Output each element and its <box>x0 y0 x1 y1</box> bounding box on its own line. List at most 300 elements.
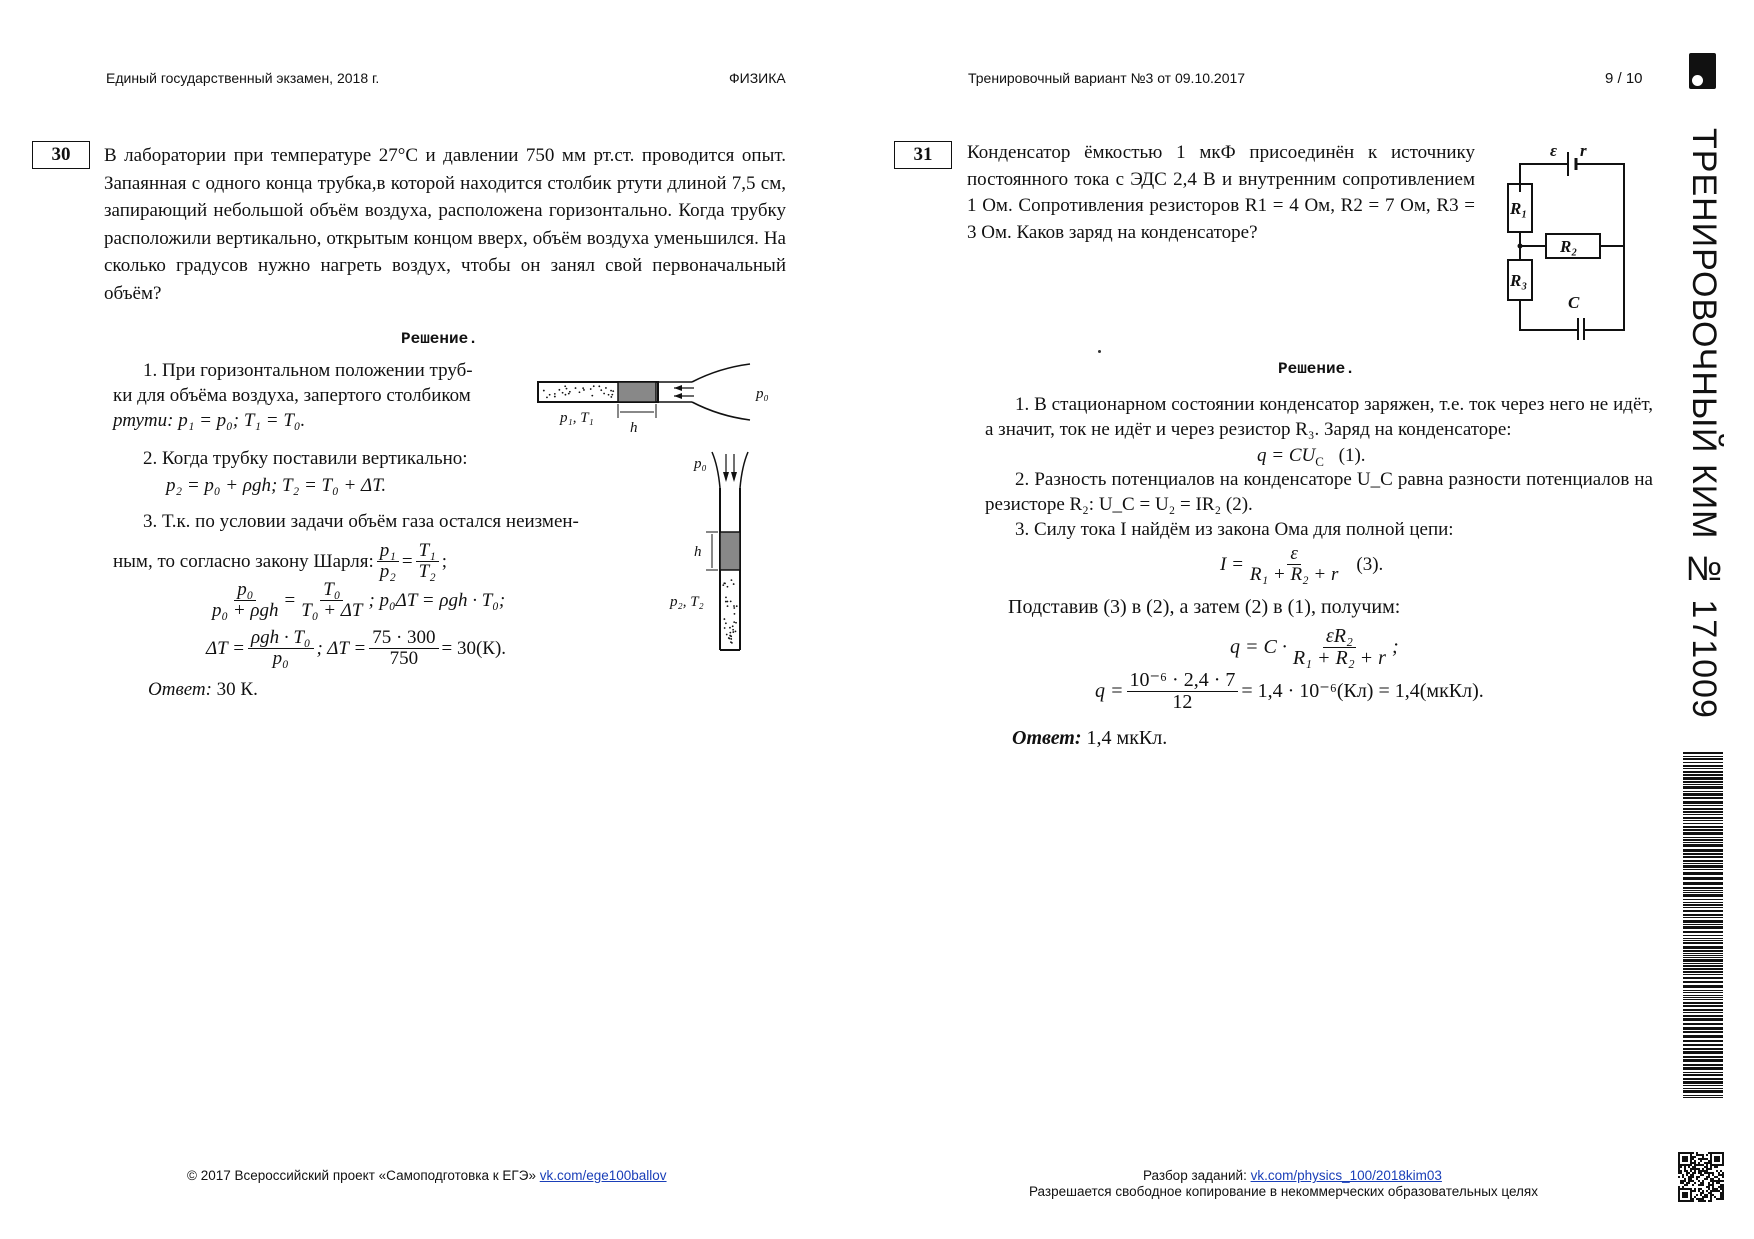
qr-module <box>1682 1194 1684 1196</box>
eq4-lhs: q = C · <box>1230 636 1287 658</box>
air-dot <box>543 390 545 392</box>
barcode-bar <box>1683 946 1723 949</box>
qr-module <box>1716 1152 1718 1154</box>
qr-module <box>1686 1172 1688 1174</box>
qr-module <box>1680 1164 1682 1166</box>
qr-module <box>1708 1192 1710 1194</box>
qr-module <box>1722 1198 1724 1200</box>
frac-pressure-den: p₀ + ρgh <box>212 599 279 621</box>
qr-module <box>1690 1168 1692 1170</box>
barcode-bar <box>1683 768 1723 769</box>
air-dot <box>732 625 734 627</box>
qr-module <box>1700 1192 1702 1194</box>
eq1-body: q = CU <box>1257 445 1316 466</box>
qr-module <box>1720 1174 1722 1176</box>
qr-module <box>1678 1152 1680 1154</box>
qr-module <box>1712 1178 1714 1180</box>
qr-module <box>1678 1190 1680 1192</box>
qr-module <box>1690 1156 1692 1158</box>
barcode-bar <box>1683 811 1723 813</box>
eq4-den: R₁ + R₂ + r <box>1292 647 1386 669</box>
barcode-bar <box>1683 977 1723 979</box>
qr-module <box>1690 1188 1692 1190</box>
qr-module <box>1700 1172 1702 1174</box>
qr-module <box>1690 1180 1692 1182</box>
qr-module <box>1678 1162 1680 1164</box>
qr-module <box>1718 1190 1720 1192</box>
qr-module <box>1678 1200 1680 1202</box>
qr-module <box>1700 1200 1702 1202</box>
eq3-den: R₁ + R₂ + r <box>1249 563 1339 585</box>
qr-module <box>1688 1164 1690 1166</box>
qr-module <box>1694 1160 1696 1162</box>
qr-module <box>1702 1154 1704 1156</box>
qr-module <box>1716 1188 1718 1190</box>
air-dot <box>610 396 612 398</box>
barcode-bar <box>1683 820 1723 821</box>
qr-module <box>1690 1200 1692 1202</box>
qr-module <box>1678 1156 1680 1158</box>
qr-module <box>1686 1170 1688 1172</box>
qr-module <box>1682 1176 1684 1178</box>
barcode-bar <box>1683 1031 1723 1033</box>
qr-module <box>1714 1158 1716 1160</box>
qr-module <box>1692 1168 1694 1170</box>
qr-module <box>1720 1198 1722 1200</box>
qr-module <box>1722 1158 1724 1160</box>
qr-module <box>1710 1194 1712 1196</box>
figure-circuit <box>1500 140 1632 340</box>
air-dot <box>558 389 560 391</box>
air-dot <box>562 392 564 394</box>
qr-module <box>1686 1182 1688 1184</box>
footer-analysis <box>1143 1168 1442 1183</box>
qr-module <box>1688 1172 1690 1174</box>
qr-module <box>1718 1182 1720 1184</box>
qr-module <box>1690 1154 1692 1156</box>
qr-module <box>1694 1164 1696 1166</box>
barcode-bar <box>1683 826 1723 828</box>
air-dot <box>593 385 595 387</box>
air-dot <box>579 391 581 393</box>
eq4-num: εR₂ <box>1323 626 1356 648</box>
qr-module <box>1712 1194 1714 1196</box>
qr-module <box>1710 1156 1712 1158</box>
qr-module <box>1688 1178 1690 1180</box>
air-dot <box>549 394 551 396</box>
footer-link-ege100ballov[interactable]: vk.com/ege100ballov <box>539 1168 667 1183</box>
qr-module <box>1678 1188 1680 1190</box>
task-31-eq3 <box>1220 544 1383 585</box>
delta-t-mid: ; ΔT = <box>316 637 367 659</box>
circuit-r1-label: R₁ <box>1510 199 1528 218</box>
barcode-bar <box>1683 1051 1723 1054</box>
air-dot <box>725 596 727 598</box>
qr-module <box>1718 1164 1720 1166</box>
qr-module <box>1678 1176 1680 1178</box>
qr-module <box>1720 1184 1722 1186</box>
circuit-r-label: r <box>1580 141 1587 160</box>
qr-module <box>1686 1152 1688 1154</box>
qr-module <box>1720 1180 1722 1182</box>
frac-temperature-num: T₀ <box>320 580 343 601</box>
barcode-bar <box>1683 957 1723 958</box>
air-dot <box>568 393 570 395</box>
qr-module <box>1714 1190 1716 1192</box>
qr-module <box>1702 1198 1704 1200</box>
qr-module <box>1716 1190 1718 1192</box>
barcode-bar <box>1683 997 1723 998</box>
eq3-fraction <box>1247 544 1341 585</box>
qr-module <box>1682 1152 1684 1154</box>
qr-module <box>1682 1174 1684 1176</box>
eq5-den: 12 <box>1172 691 1193 713</box>
qr-module <box>1722 1184 1724 1186</box>
qr-module <box>1712 1190 1714 1192</box>
barcode-bar <box>1683 1035 1723 1038</box>
barcode-bar <box>1683 832 1723 835</box>
answer-label: Ответ: <box>148 679 212 700</box>
delta-t-result: = 30(К). <box>441 637 507 659</box>
task-30-solution-title: Решение. <box>401 330 478 348</box>
task-30-step3-line1: 3. Т.к. по условии задачи объём газа остался неизмен- <box>143 511 579 532</box>
qr-module <box>1702 1190 1704 1192</box>
qr-module <box>1704 1166 1706 1168</box>
barcode-bar <box>1683 777 1723 780</box>
barcode-bar <box>1683 869 1723 870</box>
barcode-bar <box>1683 1081 1723 1084</box>
barcode-bar <box>1683 849 1723 852</box>
qr-module <box>1702 1180 1704 1182</box>
frac-t1: T₁ <box>416 541 439 562</box>
barcode-bar <box>1683 817 1723 819</box>
barcode-bar <box>1683 1002 1723 1004</box>
footer-copy-permission: Разрешается свободное копирование в некоммерческих образовательных целях <box>1029 1184 1538 1199</box>
qr-module <box>1706 1158 1708 1160</box>
qr-module <box>1708 1182 1710 1184</box>
qr-module <box>1698 1176 1700 1178</box>
qr-module <box>1708 1152 1710 1154</box>
qr-module <box>1714 1176 1716 1178</box>
barcode-bar <box>1683 959 1723 962</box>
task-30-step1-line3: ртути: p₁ = p₀; T₁ = T₀. <box>113 410 306 431</box>
qr-module <box>1684 1178 1686 1180</box>
barcode-bar <box>1683 872 1723 875</box>
qr-module <box>1682 1158 1684 1160</box>
barcode-bar <box>1683 791 1723 792</box>
barcode-bar <box>1683 853 1723 855</box>
qr-module <box>1708 1184 1710 1186</box>
qr-module <box>1690 1190 1692 1192</box>
qr-module <box>1720 1188 1722 1190</box>
qr-module <box>1720 1196 1722 1198</box>
air-dot <box>733 583 735 585</box>
qr-module <box>1718 1160 1720 1162</box>
frac-numeric-den: 750 <box>389 647 419 669</box>
qr-module <box>1710 1164 1712 1166</box>
qr-module <box>1710 1168 1712 1170</box>
qr-module <box>1706 1162 1708 1164</box>
qr-module <box>1684 1160 1686 1162</box>
air-dot <box>730 600 732 602</box>
qr-module <box>1708 1162 1710 1164</box>
qr-module <box>1690 1192 1692 1194</box>
barcode-bar <box>1683 940 1723 941</box>
barcode-bar <box>1683 990 1723 991</box>
qr-module <box>1690 1162 1692 1164</box>
qr-module <box>1692 1172 1694 1174</box>
barcode-bar <box>1683 926 1723 929</box>
qr-module <box>1678 1198 1680 1200</box>
charles-law-text: ным, то согласно закону Шарля: <box>113 550 374 572</box>
qr-module <box>1684 1180 1686 1182</box>
qr-module <box>1686 1194 1688 1196</box>
qr-module <box>1706 1172 1708 1174</box>
qr-module <box>1682 1196 1684 1198</box>
qr-module <box>1720 1194 1722 1196</box>
eq4-fraction <box>1290 626 1389 669</box>
qr-module <box>1698 1158 1700 1160</box>
qr-module <box>1702 1170 1704 1172</box>
air-dot <box>729 627 731 629</box>
qr-module <box>1692 1180 1694 1182</box>
qr-module <box>1692 1198 1694 1200</box>
qr-module <box>1716 1158 1718 1160</box>
qr-module <box>1690 1196 1692 1198</box>
barcode-bar <box>1683 953 1723 954</box>
barcode-bar <box>1683 1040 1723 1042</box>
qr-module <box>1690 1158 1692 1160</box>
qr-module <box>1704 1170 1706 1172</box>
qr-module <box>1722 1164 1724 1166</box>
qr-module <box>1700 1174 1702 1176</box>
figure-vertical-tube <box>668 448 768 658</box>
task-30-step2-formula: p₂ = p₀ + ρgh; T₂ = T₀ + ΔT. <box>166 475 387 496</box>
barcode-bar <box>1683 808 1723 810</box>
qr-module <box>1720 1186 1722 1188</box>
qr-module <box>1690 1194 1692 1196</box>
qr-module <box>1722 1160 1724 1162</box>
qr-module <box>1690 1174 1692 1176</box>
qr-module <box>1686 1174 1688 1176</box>
task-31-step1: 1. В стационарном состоянии конденсатор заряжен, т.е. ток через него не идёт, а значит, ток не идёт и через резистор R₃. Заряд на конденсаторе: <box>985 394 1653 440</box>
qr-module <box>1682 1160 1684 1162</box>
qr-module <box>1700 1170 1702 1172</box>
equation-2-tail: ; p₀ΔT = ρgh · T₀; <box>368 589 506 611</box>
air-dot <box>730 635 732 637</box>
barcode-bar <box>1683 963 1723 964</box>
qr-module <box>1714 1164 1716 1166</box>
qr-module <box>1684 1170 1686 1172</box>
qr-module <box>1700 1184 1702 1186</box>
qr-module <box>1680 1152 1682 1154</box>
qr-module <box>1700 1158 1702 1160</box>
barcode-bar <box>1683 797 1723 799</box>
qr-module <box>1722 1196 1724 1198</box>
footer-copyright <box>187 1168 667 1183</box>
qr-module <box>1688 1200 1690 1202</box>
barcode-bar <box>1683 823 1723 824</box>
qr-module <box>1682 1186 1684 1188</box>
qr-module <box>1678 1192 1680 1194</box>
qr-module <box>1716 1176 1718 1178</box>
qr-module <box>1708 1200 1710 1202</box>
qr-module <box>1716 1180 1718 1182</box>
qr-module <box>1722 1176 1724 1178</box>
air-dot <box>566 388 568 390</box>
footer-copyright-text: © 2017 Всероссийский проект «Самоподготовка к ЕГЭ» <box>187 1168 540 1183</box>
qr-module <box>1722 1186 1724 1188</box>
qr-module <box>1694 1172 1696 1174</box>
task-31-eq5 <box>1095 670 1484 713</box>
qr-module <box>1722 1162 1724 1164</box>
qr-module <box>1712 1188 1714 1190</box>
qr-module <box>1702 1196 1704 1198</box>
frac-numeric-num: 75 · 300 <box>369 628 438 649</box>
air-dot <box>600 389 602 391</box>
qr-module <box>1692 1190 1694 1192</box>
qr-module <box>1718 1156 1720 1158</box>
barcode-bar <box>1683 781 1723 783</box>
frac-numeric <box>369 628 438 669</box>
qr-module <box>1694 1156 1696 1158</box>
circuit-emf-label: ε <box>1550 141 1557 160</box>
qr-module <box>1680 1170 1682 1172</box>
task-31-substitution: Подставив (3) в (2), а затем (2) в (1), получим: <box>1008 596 1401 618</box>
barcode-bar <box>1683 938 1723 939</box>
qr-module <box>1696 1168 1698 1170</box>
air-dot <box>730 641 732 643</box>
air-dot <box>733 621 735 623</box>
figure-horizontal-tube <box>534 360 776 436</box>
qr-module <box>1706 1186 1708 1188</box>
air-dot <box>733 607 735 609</box>
air-dot <box>727 601 729 603</box>
qr-module <box>1684 1200 1686 1202</box>
qr-module <box>1718 1172 1720 1174</box>
eq5-num: 10⁻⁶ · 2,4 · 7 <box>1127 670 1239 692</box>
barcode-bar <box>1683 1012 1723 1013</box>
qr-module <box>1688 1188 1690 1190</box>
qr-module <box>1694 1182 1696 1184</box>
air-dot <box>733 605 735 607</box>
qr-module <box>1700 1182 1702 1184</box>
qr-module <box>1712 1174 1714 1176</box>
corner-marker <box>1689 53 1716 89</box>
qr-module <box>1690 1176 1692 1178</box>
air-dot <box>608 394 610 396</box>
barcode-bar <box>1683 924 1723 925</box>
qr-module <box>1722 1188 1724 1190</box>
barcode-bar <box>1683 907 1723 908</box>
air-dot <box>734 613 736 615</box>
qr-module <box>1678 1186 1680 1188</box>
task-30-step3-line2: ным, то согласно закону Шарля: $\frac{\text{p₁}}{\text{p₂}}$ = $\frac{\text{T₁}}{\text{T₂}}$ ; <box>113 540 448 582</box>
barcode-bar <box>1683 774 1723 776</box>
qr-module <box>1706 1170 1708 1172</box>
barcode-bar <box>1683 882 1723 885</box>
task-30-answer <box>148 677 258 702</box>
barcode-bar <box>1683 1072 1723 1073</box>
qr-module <box>1688 1176 1690 1178</box>
frac-delta-t <box>248 628 314 669</box>
qr-module <box>1694 1168 1696 1170</box>
qr-module <box>1684 1152 1686 1154</box>
qr-module <box>1714 1166 1716 1168</box>
qr-module <box>1710 1190 1712 1192</box>
barcode-bar <box>1683 968 1723 970</box>
qr-module <box>1702 1158 1704 1160</box>
qr-module <box>1684 1196 1686 1198</box>
qr-module <box>1702 1168 1704 1170</box>
qr-module <box>1684 1164 1686 1166</box>
air-dot <box>554 396 556 398</box>
footer-link-physics[interactable]: vk.com/physics_100/2018kim03 <box>1250 1168 1442 1183</box>
qr-module <box>1684 1166 1686 1168</box>
eq3-lhs: I = <box>1220 553 1244 575</box>
qr-module <box>1702 1182 1704 1184</box>
barcode-bar <box>1683 1090 1723 1093</box>
qr-module <box>1696 1176 1698 1178</box>
air-dot <box>732 629 734 631</box>
barcode-bar <box>1683 931 1723 933</box>
barcode-bar <box>1683 1056 1723 1058</box>
qr-module <box>1714 1156 1716 1158</box>
barcode-bar <box>1683 999 1723 1000</box>
qr-module <box>1698 1190 1700 1192</box>
qr-module <box>1696 1194 1698 1196</box>
qr-module <box>1686 1192 1688 1194</box>
qr-module <box>1686 1158 1688 1160</box>
air-dot <box>736 605 738 607</box>
barcode-bar <box>1683 914 1723 916</box>
barcode-bar <box>1683 865 1723 868</box>
barcode-bar <box>1683 995 1723 996</box>
qr-module <box>1692 1152 1694 1154</box>
qr-module <box>1704 1158 1706 1160</box>
qr-module <box>1710 1154 1712 1156</box>
qr-module <box>1694 1188 1696 1190</box>
barcode-bar <box>1683 805 1723 806</box>
qr-module <box>1710 1196 1712 1198</box>
task-31-step2: 2. Разность потенциалов на конденсаторе U_C равна разности потенциалов на резисторе R₂: U_C = U₂ = IR₂ (2). <box>985 469 1653 515</box>
air-dot <box>611 394 613 396</box>
qr-module <box>1698 1164 1700 1166</box>
eq5-fraction <box>1127 670 1239 713</box>
barcode-bar <box>1683 974 1723 975</box>
qr-module <box>1692 1174 1694 1176</box>
task-31-step3: 3. Силу тока I найдём из закона Ома для полной цепи: <box>1015 519 1454 540</box>
qr-module <box>1722 1192 1724 1194</box>
qr-module <box>1702 1164 1704 1166</box>
qr-module <box>1720 1170 1722 1172</box>
air-dot <box>575 387 577 389</box>
qr-module <box>1714 1188 1716 1190</box>
qr-module <box>1688 1166 1690 1168</box>
answer-label: Ответ: <box>1012 727 1082 749</box>
qr-module <box>1692 1162 1694 1164</box>
barcode-bar <box>1683 1097 1723 1098</box>
qr-module <box>1680 1188 1682 1190</box>
delta-t-lhs: ΔT = <box>206 637 245 659</box>
barcode-bar <box>1683 842 1723 843</box>
task-30-equation-2: $\frac{\text{p₀}}{\text{p₀ + ρgh}}$ = $\frac{\text{T₀}}{\text{T₀ + ΔT}}$ ; p₀ΔT = ρgh · T₀; <box>206 580 505 621</box>
qr-module <box>1684 1192 1686 1194</box>
barcode-bar <box>1683 894 1723 897</box>
barcode-bar <box>1683 1064 1723 1066</box>
qr-module <box>1722 1154 1724 1156</box>
qr-module <box>1702 1174 1704 1176</box>
